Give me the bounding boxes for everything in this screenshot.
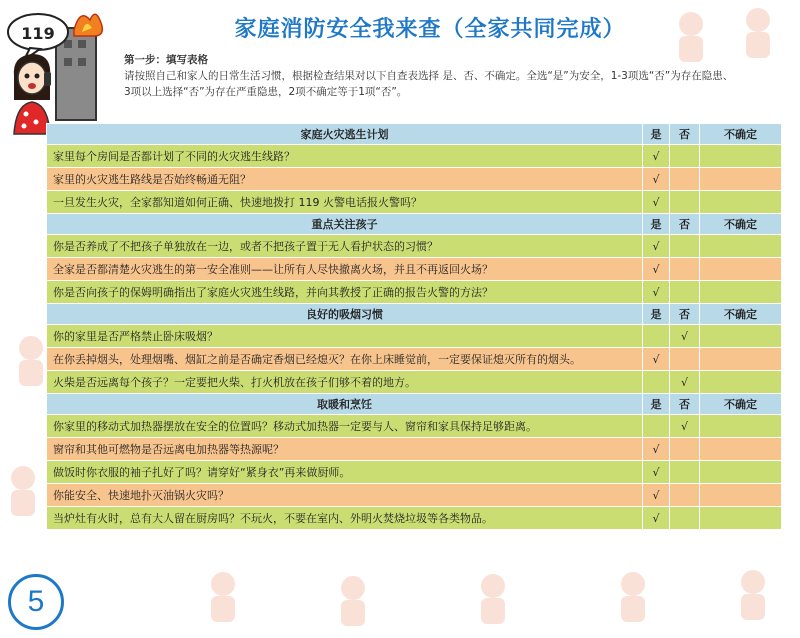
column-header-unsure: 不确定	[700, 394, 782, 415]
page-title: 家庭消防安全我来查（全家共同完成）	[234, 17, 626, 42]
answer-unsure-cell[interactable]	[700, 281, 782, 304]
checklist-row	[47, 415, 782, 438]
answer-no-cell[interactable]	[670, 484, 700, 507]
answer-unsure-cell[interactable]	[700, 325, 782, 348]
answer-no-cell[interactable]	[670, 507, 700, 530]
mascot-illustration	[4, 6, 108, 136]
answer-yes-cell[interactable]: √	[643, 484, 670, 507]
answer-yes-cell[interactable]	[643, 371, 670, 394]
column-header-yes: 是	[643, 394, 670, 415]
answer-unsure-cell[interactable]	[700, 371, 782, 394]
section-title: 重点关注孩子	[47, 214, 643, 235]
column-header-yes: 是	[643, 214, 670, 235]
answer-unsure-cell[interactable]	[700, 507, 782, 530]
answer-unsure-cell[interactable]	[700, 484, 782, 507]
checklist-table	[46, 123, 782, 530]
firefighter-figure-icon	[200, 566, 246, 626]
instructions-step: 第一步：填写表格	[124, 54, 208, 66]
answer-yes-cell[interactable]: √	[643, 235, 670, 258]
firefighter-figure-icon	[470, 568, 516, 628]
checklist-body	[47, 124, 782, 530]
page-number: 5	[8, 574, 64, 630]
column-header-yes: 是	[643, 124, 670, 145]
checklist-row	[47, 484, 782, 507]
answer-no-cell[interactable]	[670, 348, 700, 371]
answer-yes-cell[interactable]: √	[643, 348, 670, 371]
instructions-line: 请按照自己和家人的日常生活习惯，根据检查结果对以下自查表选择 是、否、不确定。全选“是”为安全，1-3项选“否”为存在隐患、	[124, 70, 734, 82]
checklist-row	[47, 461, 782, 484]
answer-unsure-cell[interactable]	[700, 191, 782, 214]
question-text: 一旦发生火灾，全家都知道如何正确、快速地拨打 119 火警电话报火警吗？	[47, 191, 643, 214]
checklist-row	[47, 438, 782, 461]
answer-no-cell[interactable]	[670, 191, 700, 214]
answer-unsure-cell[interactable]	[700, 348, 782, 371]
answer-no-cell[interactable]: √	[670, 325, 700, 348]
answer-yes-cell[interactable]: √	[643, 191, 670, 214]
answer-no-cell[interactable]	[670, 461, 700, 484]
firefighter-figure-icon	[730, 564, 776, 624]
checklist-row	[47, 258, 782, 281]
answer-no-cell[interactable]	[670, 235, 700, 258]
section-header-row	[47, 304, 782, 325]
answer-unsure-cell[interactable]	[700, 258, 782, 281]
answer-yes-cell[interactable]: √	[643, 145, 670, 168]
checklist-row	[47, 168, 782, 191]
answer-no-cell[interactable]: √	[670, 371, 700, 394]
answer-yes-cell[interactable]	[643, 325, 670, 348]
instructions-line: 3项以上选择“否”为存在严重隐患，2项不确定等于1项“否”。	[124, 86, 408, 98]
answer-unsure-cell[interactable]	[700, 438, 782, 461]
column-header-unsure: 不确定	[700, 124, 782, 145]
column-header-no: 否	[670, 304, 700, 325]
checklist-row	[47, 191, 782, 214]
answer-unsure-cell[interactable]	[700, 461, 782, 484]
answer-yes-cell[interactable]: √	[643, 438, 670, 461]
checklist-row	[47, 348, 782, 371]
column-header-no: 否	[670, 124, 700, 145]
checklist-row	[47, 281, 782, 304]
section-header-row	[47, 124, 782, 145]
answer-unsure-cell[interactable]	[700, 145, 782, 168]
question-text: 当炉灶有火时，总有大人留在厨房吗？不玩火，不要在室内、外明火焚烧垃圾等各类物品。	[47, 507, 643, 530]
checklist-row	[47, 507, 782, 530]
question-text: 你是否向孩子的保姆明确指出了家庭火灾逃生线路，并向其教授了正确的报告火警的方法？	[47, 281, 643, 304]
answer-unsure-cell[interactable]	[700, 235, 782, 258]
firefighter-figure-icon	[330, 570, 376, 630]
question-text: 做饭时你衣服的袖子扎好了吗？请穿好“紧身衣”再来做厨师。	[47, 461, 643, 484]
mascot-sign-text: 119	[21, 24, 55, 43]
answer-yes-cell[interactable]: √	[643, 258, 670, 281]
answer-yes-cell[interactable]	[643, 415, 670, 438]
section-title: 取暖和烹饪	[47, 394, 643, 415]
answer-no-cell[interactable]	[670, 145, 700, 168]
checklist-row	[47, 235, 782, 258]
firefighter-figure-icon	[610, 566, 656, 626]
answer-unsure-cell[interactable]	[700, 415, 782, 438]
question-text: 你是否养成了不把孩子单独放在一边，或者不把孩子置于无人看护状态的习惯？	[47, 235, 643, 258]
answer-yes-cell[interactable]: √	[643, 281, 670, 304]
checklist-row	[47, 371, 782, 394]
column-header-unsure: 不确定	[700, 214, 782, 235]
face-icon	[18, 62, 46, 94]
section-header-row	[47, 394, 782, 415]
answer-yes-cell[interactable]: √	[643, 461, 670, 484]
question-text: 窗帘和其他可燃物是否远离电加热器等热源呢？	[47, 438, 643, 461]
question-text: 你家里的移动式加热器摆放在安全的位置吗？移动式加热器一定要与人、窗帘和家具保持足够距离。	[47, 415, 643, 438]
column-header-no: 否	[670, 214, 700, 235]
answer-no-cell[interactable]	[670, 281, 700, 304]
answer-yes-cell[interactable]: √	[643, 507, 670, 530]
phone-icon	[44, 72, 51, 86]
question-text: 全家是否都清楚火灾逃生的第一安全准则——让所有人尽快撤离火场，并且不再返回火场？	[47, 258, 643, 281]
question-text: 你能安全、快速地扑灭油锅火灾吗？	[47, 484, 643, 507]
answer-no-cell[interactable]	[670, 168, 700, 191]
section-header-row	[47, 214, 782, 235]
section-title: 良好的吸烟习惯	[47, 304, 643, 325]
firefighter-figure-icon	[0, 460, 46, 520]
column-header-unsure: 不确定	[700, 304, 782, 325]
checklist-row	[47, 145, 782, 168]
question-text: 火柴是否远离每个孩子？一定要把火柴、打火机放在孩子们够不着的地方。	[47, 371, 643, 394]
question-text: 在你丢掉烟头，处理烟嘴、烟缸之前是否确定香烟已经熄灭？在你上床睡觉前，一定要保证熄灭所有的烟头。	[47, 348, 643, 371]
column-header-yes: 是	[643, 304, 670, 325]
question-text: 家里的火灾逃生路线是否始终畅通无阻？	[47, 168, 643, 191]
dress-icon	[14, 102, 50, 134]
instructions	[124, 52, 788, 100]
column-header-no: 否	[670, 394, 700, 415]
section-title: 家庭火灾逃生计划	[47, 124, 643, 145]
answer-no-cell[interactable]	[670, 438, 700, 461]
answer-no-cell[interactable]: √	[670, 415, 700, 438]
answer-unsure-cell[interactable]	[700, 168, 782, 191]
answer-no-cell[interactable]	[670, 258, 700, 281]
checklist-row	[47, 325, 782, 348]
question-text: 你的家里是否严格禁止卧床吸烟？	[47, 325, 643, 348]
answer-yes-cell[interactable]: √	[643, 168, 670, 191]
question-text: 家里每个房间是否都计划了不同的火灾逃生线路？	[47, 145, 643, 168]
